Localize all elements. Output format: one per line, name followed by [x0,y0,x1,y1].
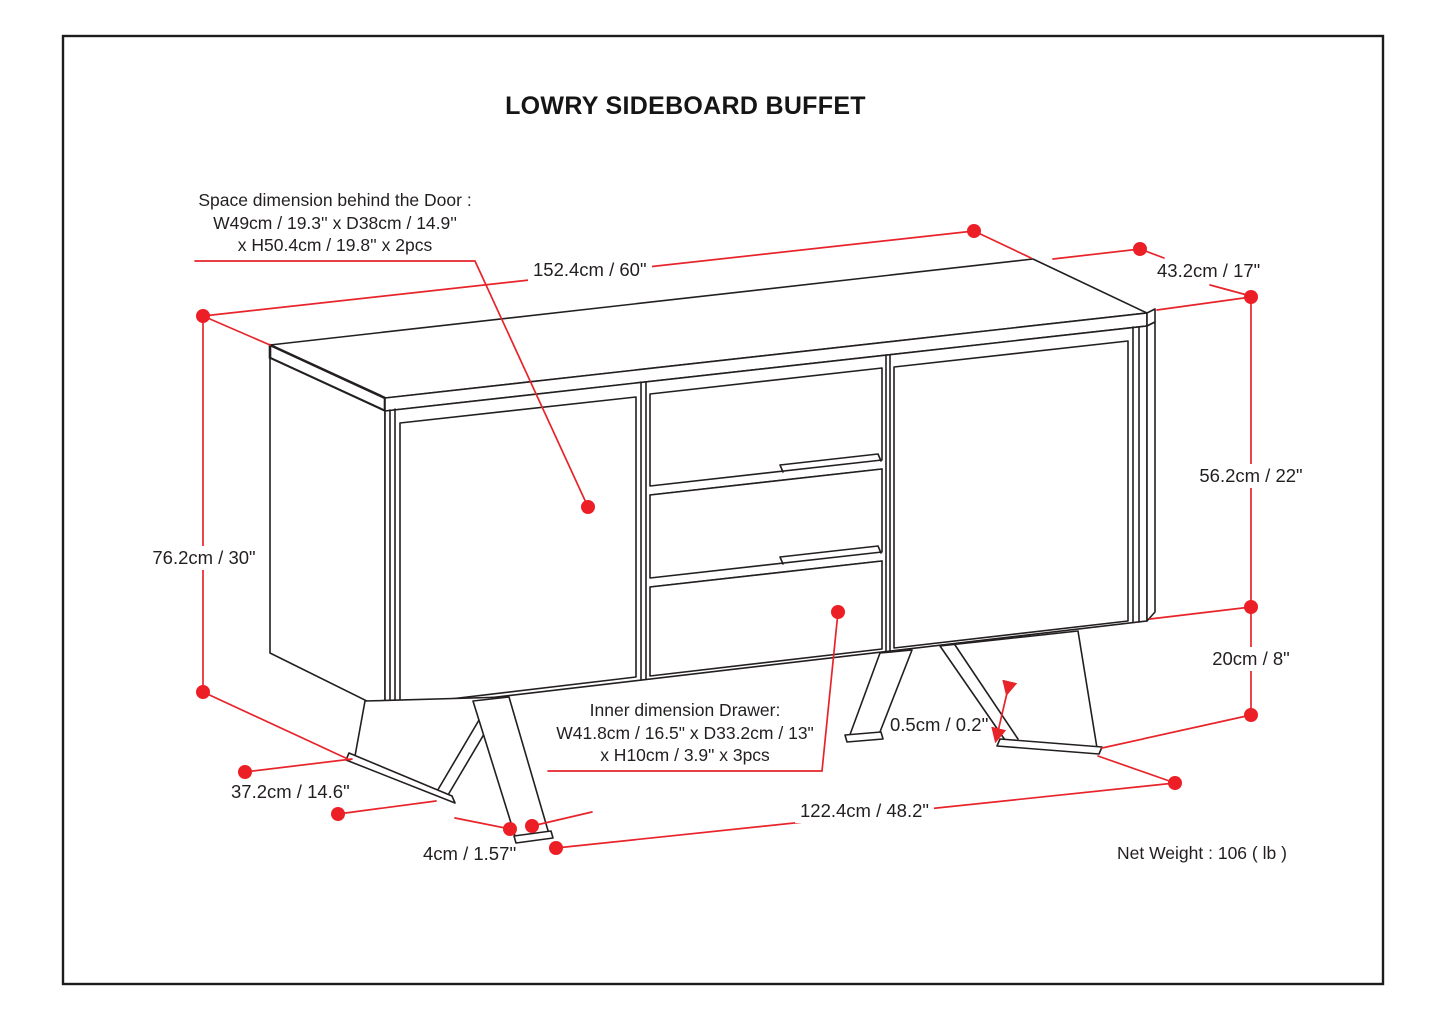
drawer-inner-line1: Inner dimension Drawer: [589,700,781,720]
depth-leader [1210,285,1247,295]
body-height-label: 56.2cm / 22" [1192,464,1310,488]
metal-thickness-label: 0.5cm / 0.2'' [890,714,989,735]
marker-dot [1244,600,1258,614]
drawer-inner-annotation [551,699,819,767]
marker-dot [238,765,252,779]
leg-height-leader [1102,715,1251,748]
marker-dot [1133,242,1147,256]
foot-thickness-leader-1 [455,818,510,829]
net-weight-label: Net Weight : 106 ( lb ) [1117,843,1287,863]
door-space-line3: x H50.4cm / 19.8'' x 2pcs [237,235,433,255]
marker-dot [1244,708,1258,722]
marker-dot [967,224,981,238]
marker-dot [831,605,845,619]
door-space-line2: W49cm / 19.3'' x D38cm / 14.9'' [213,212,457,233]
overall-height-label: 76.2cm / 30" [145,546,263,570]
marker-dot [503,822,517,836]
width-leader-left [203,316,270,345]
marker-dot [1168,776,1182,790]
height-leader-bottom [203,692,350,760]
left-door [400,397,636,705]
marker-dot [331,807,345,821]
door-space-line1: Space dimension behind the Door : [198,190,472,210]
marker-dot [196,685,210,699]
drawer-inner-line3: x H10cm / 3.9" x 3pcs [600,745,770,765]
foot-thickness-label: 4cm / 1.57'' [423,843,517,864]
marker-dot [581,500,595,514]
right-door [894,341,1128,648]
page-title: LOWRY SIDEBOARD BUFFET [505,92,866,120]
overall-width-label: 152.4cm / 60" [528,258,652,282]
foot-length-label: 37.2cm / 14.6" [231,781,350,802]
body-height-leader-bottom [1150,607,1251,619]
rear-left-leg [473,697,549,839]
foot-length-leader-1 [245,759,352,772]
body-height-leader-top [1157,297,1251,310]
marker-dot [525,819,539,833]
cabinet-left-side [270,358,385,710]
door-space-annotation [185,189,485,257]
overall-depth-label: 43.2cm / 17" [1157,260,1261,281]
marker-dot [196,309,210,323]
foot-length-leader-2 [338,801,436,814]
depth-dimension-line [1053,249,1164,259]
width-leader-right [974,231,1031,258]
drawer-inner-line2: W41.8cm / 16.5" x D33.2cm / 13" [556,722,814,743]
cabinet-right-side [1147,322,1155,621]
marker-dot [549,841,563,855]
marker-dot [1244,290,1258,304]
leg-height-label: 20cm / 8" [1203,647,1299,671]
leg-span-label: 122.4cm / 48.2" [795,799,934,823]
leg-span-leader [1098,756,1175,783]
